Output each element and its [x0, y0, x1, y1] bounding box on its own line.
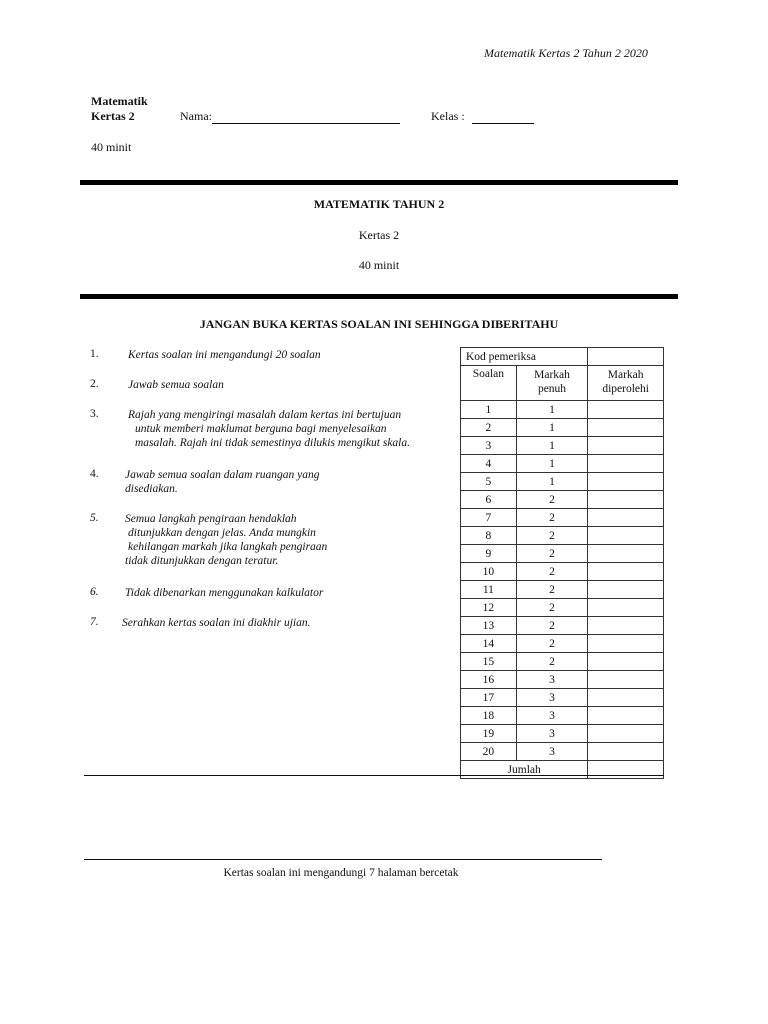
obtained-marks-cell[interactable] [588, 491, 664, 509]
question-number-cell: 6 [461, 491, 517, 509]
full-marks-cell: 2 [516, 491, 588, 509]
question-number-cell: 16 [461, 671, 517, 689]
full-marks-cell: 2 [516, 617, 588, 635]
instruction-line: Tidak dibenarkan menggunakan kalkulator [125, 587, 324, 599]
thick-divider-top [80, 180, 678, 185]
full-marks-cell: 2 [516, 509, 588, 527]
question-number-cell: 7 [461, 509, 517, 527]
question-number-cell: 18 [461, 707, 517, 725]
obtained-marks-cell[interactable] [588, 527, 664, 545]
paper-label: Kertas 2 [91, 109, 135, 123]
obtained-marks-cell[interactable] [588, 581, 664, 599]
subject-block [91, 94, 148, 124]
instruction-number: 7. [90, 616, 99, 628]
class-field [431, 109, 534, 124]
full-marks-cell: 3 [516, 707, 588, 725]
full-marks-cell: 3 [516, 689, 588, 707]
name-blank [212, 111, 400, 124]
subject-label: Matematik [91, 94, 148, 108]
col-obtained-line2: diperolehi [602, 383, 649, 395]
instruction-line: Serahkan kertas soalan ini diakhir ujian. [122, 617, 311, 629]
table-row [461, 437, 664, 455]
exam-paper: Kertas 2 [358, 228, 400, 242]
instruction-item [125, 512, 327, 568]
instruction-line: Jawab semua soalan [128, 379, 224, 391]
instruction-item [125, 586, 323, 600]
instruction-line: tidak ditunjukkan dengan teratur. [125, 555, 279, 567]
instruction-number: 6. [90, 586, 99, 598]
instruction-item [122, 616, 310, 630]
full-marks-cell: 3 [516, 671, 588, 689]
section-rule [84, 775, 664, 776]
table-row [461, 689, 664, 707]
full-marks-cell: 2 [516, 635, 588, 653]
table-row [461, 671, 664, 689]
obtained-marks-cell[interactable] [588, 617, 664, 635]
question-number-cell: 2 [461, 419, 517, 437]
marks-body [461, 401, 664, 761]
question-number-cell: 9 [461, 545, 517, 563]
table-row [461, 581, 664, 599]
full-marks-cell: 1 [516, 419, 588, 437]
table-row [461, 401, 664, 419]
instruction-item [128, 348, 321, 362]
table-row [461, 635, 664, 653]
full-marks-cell: 1 [516, 455, 588, 473]
obtained-marks-cell[interactable] [588, 725, 664, 743]
question-number-cell: 14 [461, 635, 517, 653]
obtained-marks-cell[interactable] [588, 473, 664, 491]
table-row [461, 563, 664, 581]
full-marks-cell: 1 [516, 401, 588, 419]
instruction-item [125, 468, 320, 496]
total-label: Jumlah [461, 761, 588, 779]
table-row [461, 419, 664, 437]
obtained-marks-cell[interactable] [588, 563, 664, 581]
full-marks-cell: 1 [516, 473, 588, 491]
table-row [461, 491, 664, 509]
col-question-header: Soalan [461, 366, 517, 401]
question-number-cell: 5 [461, 473, 517, 491]
obtained-marks-cell[interactable] [588, 635, 664, 653]
name-label: Nama: [180, 109, 212, 123]
footer-note: Kertas soalan ini mengandungi 7 halaman bercetak [223, 867, 459, 879]
question-number-cell: 1 [461, 401, 517, 419]
examiner-code-cell[interactable] [588, 348, 664, 366]
thick-divider-bottom [80, 294, 678, 299]
question-number-cell: 13 [461, 617, 517, 635]
instruction-line: masalah. Rajah ini tidak semestinya dilukis mengikut skala. [135, 437, 411, 449]
exam-title: MATEMATIK TAHUN 2 [313, 197, 445, 211]
question-number-cell: 19 [461, 725, 517, 743]
table-row [461, 653, 664, 671]
col-full-marks-line1: Markah [534, 369, 570, 381]
instruction-number: 4. [90, 468, 99, 480]
table-row [461, 725, 664, 743]
page-header-text: Matematik Kertas 2 Tahun 2 2020 [484, 46, 648, 60]
col-full-marks-line2: penuh [537, 383, 567, 395]
obtained-marks-cell[interactable] [588, 455, 664, 473]
class-blank [472, 111, 534, 124]
warning-heading: JANGAN BUKA KERTAS SOALAN INI SEHINGGA DIBERITAHU [199, 317, 559, 331]
full-marks-cell: 1 [516, 437, 588, 455]
table-row [461, 743, 664, 761]
full-marks-cell: 2 [516, 527, 588, 545]
table-row [461, 473, 664, 491]
full-marks-cell: 3 [516, 743, 588, 761]
instruction-number: 3. [90, 408, 99, 420]
table-row [461, 617, 664, 635]
instruction-number: 1. [90, 348, 99, 360]
table-row [461, 545, 664, 563]
question-number-cell: 10 [461, 563, 517, 581]
instruction-number: 2. [90, 378, 99, 390]
table-row [461, 599, 664, 617]
instruction-line: Semua langkah pengiraan hendaklah [125, 513, 297, 525]
duration-label: 40 minit [91, 140, 132, 154]
full-marks-cell: 3 [516, 725, 588, 743]
obtained-marks-cell[interactable] [588, 743, 664, 761]
instruction-line: Kertas soalan ini mengandungi 20 soalan [128, 349, 321, 361]
question-number-cell: 20 [461, 743, 517, 761]
col-obtained-line1: Markah [607, 369, 644, 381]
instruction-item [128, 408, 410, 450]
question-number-cell: 15 [461, 653, 517, 671]
examiner-row [461, 348, 664, 366]
obtained-marks-cell[interactable] [588, 509, 664, 527]
full-marks-cell: 2 [516, 599, 588, 617]
question-number-cell: 11 [461, 581, 517, 599]
footer-rule [84, 859, 602, 860]
obtained-marks-cell[interactable] [588, 707, 664, 725]
obtained-marks-cell[interactable] [588, 545, 664, 563]
instruction-line: untuk memberi maklumat berguna bagi menyelesaikan [135, 423, 387, 435]
table-row [461, 527, 664, 545]
obtained-marks-cell[interactable] [588, 689, 664, 707]
obtained-marks-cell[interactable] [588, 437, 664, 455]
instruction-line: Jawab semua soalan dalam ruangan yang [125, 469, 320, 481]
instruction-line: ditunjukkan dengan jelas. Anda mungkin [128, 527, 316, 539]
full-marks-cell: 2 [516, 653, 588, 671]
obtained-marks-cell[interactable] [588, 653, 664, 671]
instruction-item [128, 378, 224, 392]
table-row [461, 707, 664, 725]
col-obtained-header [588, 366, 664, 401]
instruction-line: Rajah yang mengiringi masalah dalam kertas ini bertujuan [128, 409, 402, 421]
table-row [461, 509, 664, 527]
question-number-cell: 8 [461, 527, 517, 545]
name-field [180, 109, 400, 124]
obtained-marks-cell[interactable] [588, 599, 664, 617]
marks-table [460, 347, 664, 779]
question-number-cell: 3 [461, 437, 517, 455]
obtained-marks-cell[interactable] [588, 671, 664, 689]
question-number-cell: 17 [461, 689, 517, 707]
class-label: Kelas : [431, 109, 465, 123]
question-number-cell: 4 [461, 455, 517, 473]
obtained-marks-cell[interactable] [588, 419, 664, 437]
table-row [461, 455, 664, 473]
full-marks-cell: 2 [516, 581, 588, 599]
exam-duration: 40 minit [358, 258, 400, 272]
instruction-number: 5. [90, 512, 99, 524]
instruction-line: kehilangan markah jika langkah pengiraan [128, 541, 328, 553]
instruction-line: disediakan. [125, 483, 178, 495]
question-number-cell: 12 [461, 599, 517, 617]
examiner-code-label: Kod pemeriksa [461, 348, 588, 366]
full-marks-cell: 2 [516, 545, 588, 563]
obtained-marks-cell[interactable] [588, 401, 664, 419]
table-header-row [461, 366, 664, 401]
full-marks-cell: 2 [516, 563, 588, 581]
col-full-marks-header [516, 366, 588, 401]
